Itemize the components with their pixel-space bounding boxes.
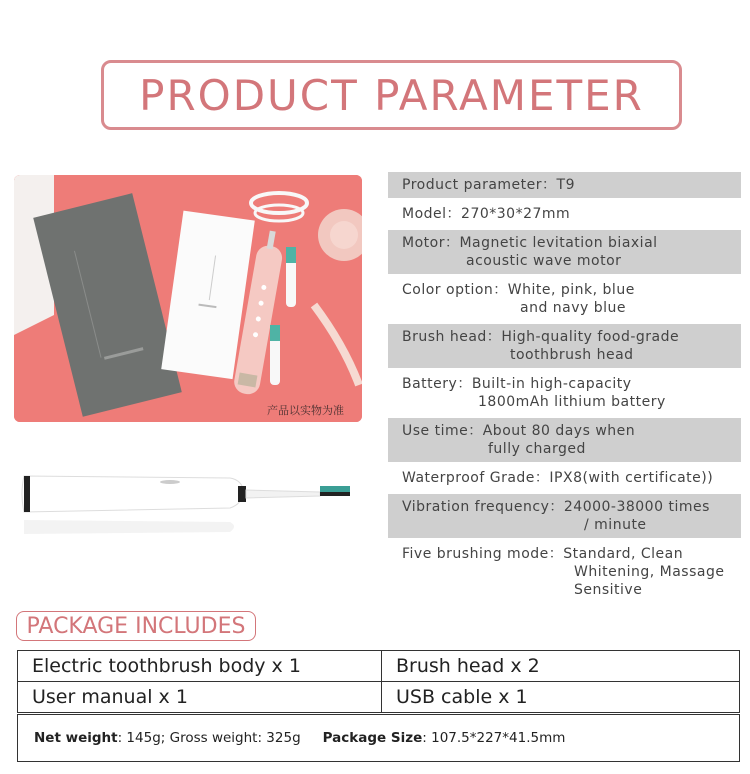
net-weight-label: Net weight <box>34 730 118 746</box>
parameter-row <box>388 418 741 462</box>
parameter-label: Product parameter： <box>402 177 557 193</box>
parameter-value: Built-in high-capacity <box>471 376 632 392</box>
table-cell: Electric toothbrush body x 1 <box>18 651 382 682</box>
parameter-value: High-quality food-grade <box>501 329 680 345</box>
parameter-label: Brush head： <box>402 329 502 345</box>
package-includes-heading <box>16 611 256 641</box>
package-includes-label: PACKAGE INCLUDES <box>26 613 246 639</box>
parameter-label: Use time： <box>402 423 483 439</box>
parameter-row <box>388 541 741 605</box>
parameter-value: T9 <box>556 177 575 193</box>
parameter-label: Battery： <box>402 376 472 392</box>
parameter-value: About 80 days when <box>482 423 636 439</box>
parameter-label: Model： <box>402 206 462 222</box>
product-photo <box>14 175 362 422</box>
parameter-row <box>388 230 741 274</box>
toothbrush-side-illustration <box>20 468 360 548</box>
parameter-label: Waterproof Grade： <box>402 470 550 486</box>
parameter-label: Motor： <box>402 235 460 251</box>
parameter-row <box>388 172 741 198</box>
parameter-value: Magnetic levitation biaxial <box>459 235 658 251</box>
parameter-row <box>388 277 741 321</box>
toothbrush-side-image <box>20 468 360 548</box>
parameter-row <box>388 324 741 368</box>
table-row <box>18 651 740 682</box>
parameter-row <box>388 201 741 227</box>
parameter-value-continued: Whitening, Massage Sensitive <box>574 564 725 598</box>
page-title: PRODUCT PARAMETER <box>139 70 644 120</box>
parameter-value-continued: toothbrush head <box>510 347 634 363</box>
package-table <box>17 650 740 713</box>
table-row <box>18 682 740 713</box>
photo-caption: 产品以实物为准 <box>267 404 344 417</box>
parameter-label: Vibration frequency： <box>402 499 564 515</box>
parameter-list <box>388 172 741 608</box>
package-size-value: : 107.5*227*41.5mm <box>422 730 566 746</box>
parameter-value: 270*30*27mm <box>461 206 571 222</box>
package-size-label: Package Size <box>322 730 423 746</box>
parameter-label: Five brushing mode： <box>402 546 564 562</box>
parameter-value: IPX8(with certificate)) <box>549 470 714 486</box>
table-cell: USB cable x 1 <box>382 682 740 713</box>
weights-row <box>17 714 740 762</box>
parameter-value: White, pink, blue <box>507 282 635 298</box>
product-photo-illustration <box>14 175 362 422</box>
parameter-value-continued: / minute <box>584 517 647 533</box>
parameter-row <box>388 465 741 491</box>
parameter-label: Color option： <box>402 282 508 298</box>
title-box <box>101 60 682 130</box>
table-cell: Brush head x 2 <box>382 651 740 682</box>
parameter-value: Standard, Clean <box>563 546 684 562</box>
parameter-value: 24000-38000 times <box>563 499 710 515</box>
parameter-value-continued: acoustic wave motor <box>466 253 622 269</box>
parameter-row <box>388 494 741 538</box>
table-cell: User manual x 1 <box>18 682 382 713</box>
net-weight-value: : 145g; Gross weight: 325g <box>117 730 301 746</box>
parameter-row <box>388 371 741 415</box>
parameter-value-continued: fully charged <box>488 441 586 457</box>
parameter-value-continued: and navy blue <box>520 300 627 316</box>
parameter-value-continued: 1800mAh lithium battery <box>478 394 666 410</box>
